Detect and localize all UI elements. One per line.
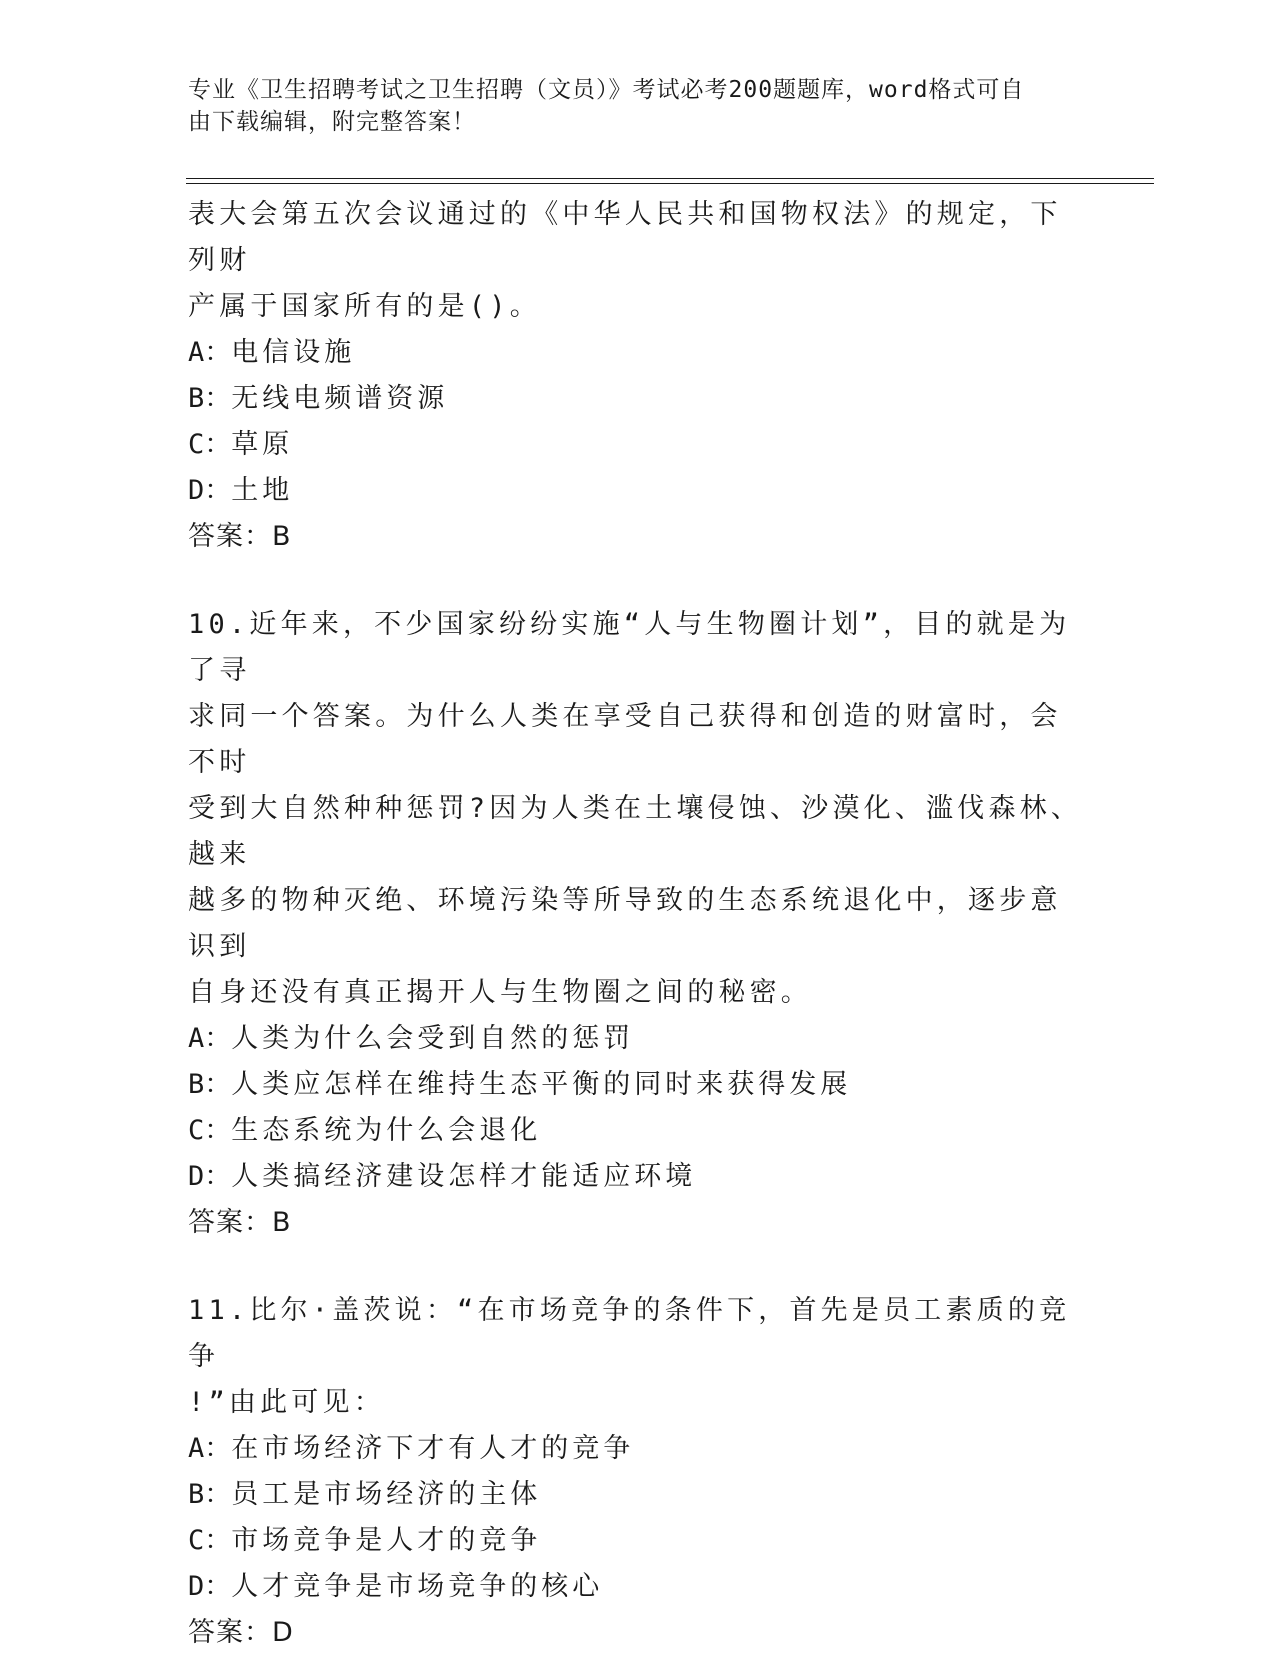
option-letter: B： — [188, 1479, 232, 1510]
option-letter: A： — [188, 1023, 232, 1054]
option-a — [188, 1426, 1088, 1472]
answer-line: 答案：B — [188, 521, 292, 552]
option-letter: D： — [188, 475, 232, 506]
question-text — [188, 1288, 1088, 1426]
answer-line: 答案：D — [188, 1617, 294, 1648]
option-letter: A： — [188, 1433, 232, 1464]
option-d — [188, 1564, 1088, 1610]
option-letter: B： — [188, 1069, 232, 1100]
question-text — [188, 602, 1088, 1016]
option-b — [188, 376, 1088, 422]
option-text: 人才竞争是市场竞争的核心 — [231, 1571, 604, 1602]
header-divider-bottom — [186, 183, 1154, 184]
question-list — [188, 192, 1088, 1656]
option-c — [188, 422, 1088, 468]
option-letter: A： — [188, 337, 232, 368]
option-text: 草原 — [231, 429, 294, 460]
question-text-line: 越多的物种灭绝、环境污染等所导致的生态系统退化中，逐步意识到 — [188, 885, 1062, 962]
header-divider-top — [186, 178, 1154, 179]
question-text — [188, 192, 1088, 330]
option-d — [188, 468, 1088, 514]
question-text-line: 产属于国家所有的是()。 — [188, 291, 541, 322]
option-letter: C： — [188, 429, 232, 460]
option-text: 市场竞争是人才的竞争 — [231, 1525, 542, 1556]
question-text-line: !”由此可见： — [188, 1387, 385, 1418]
option-c — [188, 1108, 1088, 1154]
option-b — [188, 1472, 1088, 1518]
question-block — [188, 1288, 1088, 1656]
option-text: 土地 — [231, 475, 294, 506]
header-line-2: 由下载编辑，附完整答案！ — [188, 109, 476, 135]
answer-line: 答案：B — [188, 1207, 292, 1238]
option-letter: B： — [188, 383, 232, 414]
option-letter: D： — [188, 1161, 232, 1192]
option-text: 人类应怎样在维持生态平衡的同时来获得发展 — [231, 1069, 852, 1100]
option-text: 人类为什么会受到自然的惩罚 — [231, 1023, 635, 1054]
question-text-line: 自身还没有真正揭开人与生物圈之间的秘密。 — [188, 977, 812, 1008]
option-text: 电信设施 — [231, 337, 356, 368]
header-line-1: 专业《卫生招聘考试之卫生招聘（文员）》考试必考200题题库，word格式可自 — [188, 77, 1025, 103]
question-block — [188, 602, 1088, 1246]
option-text: 人类搞经济建设怎样才能适应环境 — [231, 1161, 697, 1192]
option-text: 员工是市场经济的主体 — [231, 1479, 542, 1510]
option-text: 在市场经济下才有人才的竞争 — [231, 1433, 635, 1464]
question-text-line: 10.近年来，不少国家纷纷实施“人与生物圈计划”，目的就是为了寻 — [188, 609, 1071, 686]
option-letter: D： — [188, 1571, 232, 1602]
option-a — [188, 1016, 1088, 1062]
option-letter: C： — [188, 1525, 232, 1556]
option-a — [188, 330, 1088, 376]
option-letter: C： — [188, 1115, 232, 1146]
question-block — [188, 192, 1088, 560]
option-c — [188, 1518, 1088, 1564]
option-d — [188, 1154, 1088, 1200]
document-header — [188, 74, 1078, 138]
question-text-line: 表大会第五次会议通过的《中华人民共和国物权法》的规定，下列财 — [188, 199, 1062, 276]
question-text-line: 求同一个答案。为什么人类在享受自己获得和创造的财富时，会不时 — [188, 701, 1062, 778]
option-b — [188, 1062, 1088, 1108]
option-text: 生态系统为什么会退化 — [231, 1115, 542, 1146]
option-text: 无线电频谱资源 — [231, 383, 449, 414]
question-text-line: 11.比尔·盖茨说：“在市场竞争的条件下，首先是员工素质的竞争 — [188, 1295, 1071, 1372]
question-text-line: 受到大自然种种惩罚?因为人类在土壤侵蚀、沙漠化、滥伐森林、越来 — [188, 793, 1083, 870]
